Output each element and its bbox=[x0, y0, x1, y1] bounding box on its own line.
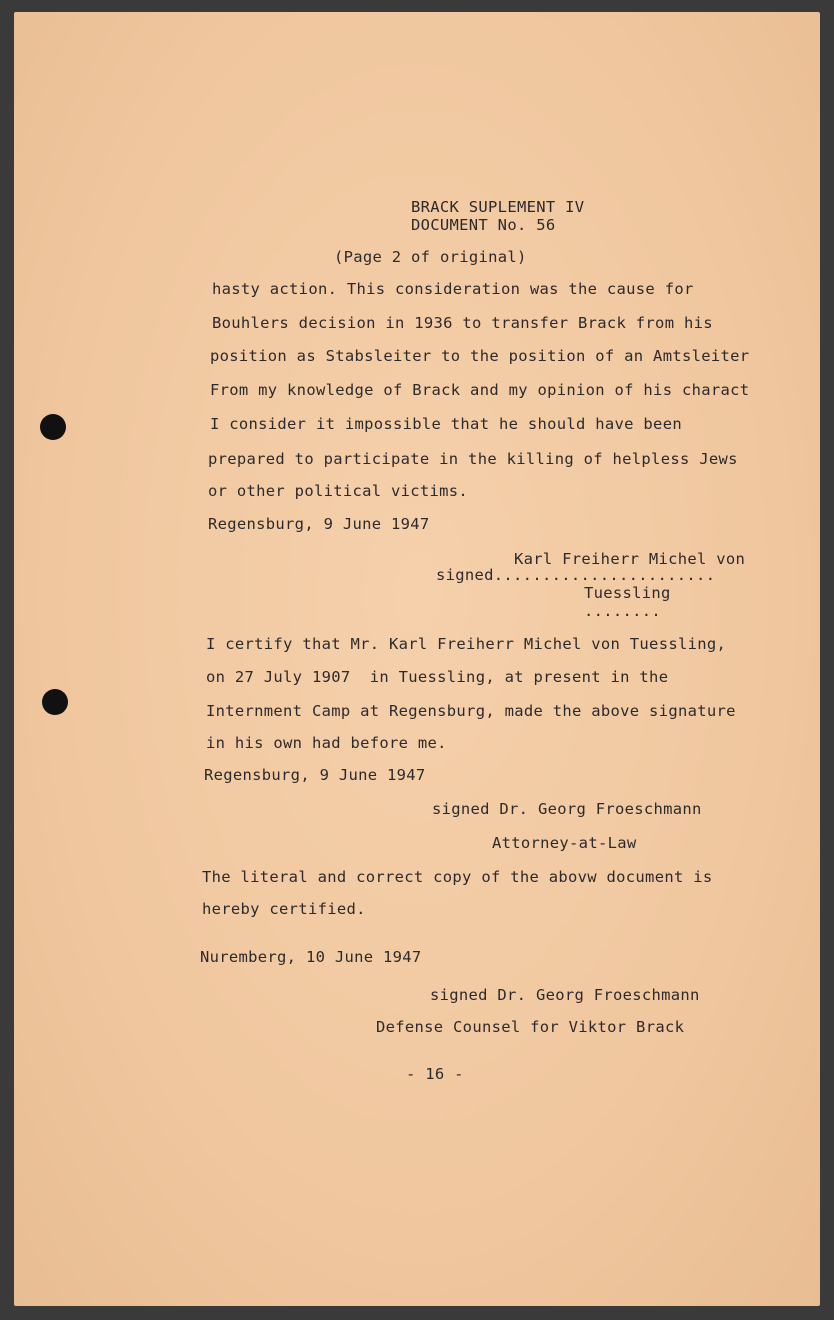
header-line-1: BRACK SUPLEMENT IV bbox=[411, 198, 585, 216]
signature-name-cont: Tuessling bbox=[584, 584, 671, 602]
certification-line: on 27 July 1907 in Tuessling, at present in the bbox=[206, 668, 669, 686]
signature-counsel: signed Dr. Georg Froeschmann bbox=[430, 986, 700, 1004]
body-line: prepared to participate in the killing of helpless Jews bbox=[208, 450, 738, 468]
page-note: (Page 2 of original) bbox=[334, 248, 527, 266]
copy-certification-line: hereby certified. bbox=[202, 900, 366, 918]
punch-hole-bottom bbox=[42, 689, 68, 715]
signature-signed-line: signed....................... bbox=[436, 566, 716, 584]
body-line: Bouhlers decision in 1936 to transfer Brack from his bbox=[212, 314, 713, 332]
certification-line: I certify that Mr. Karl Freiherr Michel von Tuessling, bbox=[206, 635, 727, 653]
body-line: or other political victims. bbox=[208, 482, 469, 500]
page-number: - 16 - bbox=[406, 1065, 464, 1083]
body-line: position as Stabsleiter to the position of an Amtsleiter bbox=[210, 347, 750, 365]
place-date: Nuremberg, 10 June 1947 bbox=[200, 948, 422, 966]
body-line: hasty action. This consideration was the cause for bbox=[212, 280, 694, 298]
copy-certification-line: The literal and correct copy of the abovw document is bbox=[202, 868, 713, 886]
place-date: Regensburg, 9 June 1947 bbox=[204, 766, 426, 784]
body-line: From my knowledge of Brack and my opinion of his charact bbox=[210, 381, 750, 399]
place-date: Regensburg, 9 June 1947 bbox=[208, 515, 430, 533]
document-page bbox=[14, 12, 820, 1306]
certification-line: Internment Camp at Regensburg, made the above signature bbox=[206, 702, 736, 720]
signature-attorney-title: Attorney-at-Law bbox=[492, 834, 637, 852]
body-line: I consider it impossible that he should have been bbox=[210, 415, 682, 433]
signature-counsel-title: Defense Counsel for Viktor Brack bbox=[376, 1018, 685, 1036]
signature-attorney: signed Dr. Georg Froeschmann bbox=[432, 800, 702, 818]
header-line-2: DOCUMENT No. 56 bbox=[411, 216, 556, 234]
signature-dots: ........ bbox=[584, 602, 662, 620]
certification-line: in his own had before me. bbox=[206, 734, 447, 752]
punch-hole-top bbox=[40, 414, 66, 440]
signature-name: Karl Freiherr Michel von bbox=[514, 550, 746, 568]
